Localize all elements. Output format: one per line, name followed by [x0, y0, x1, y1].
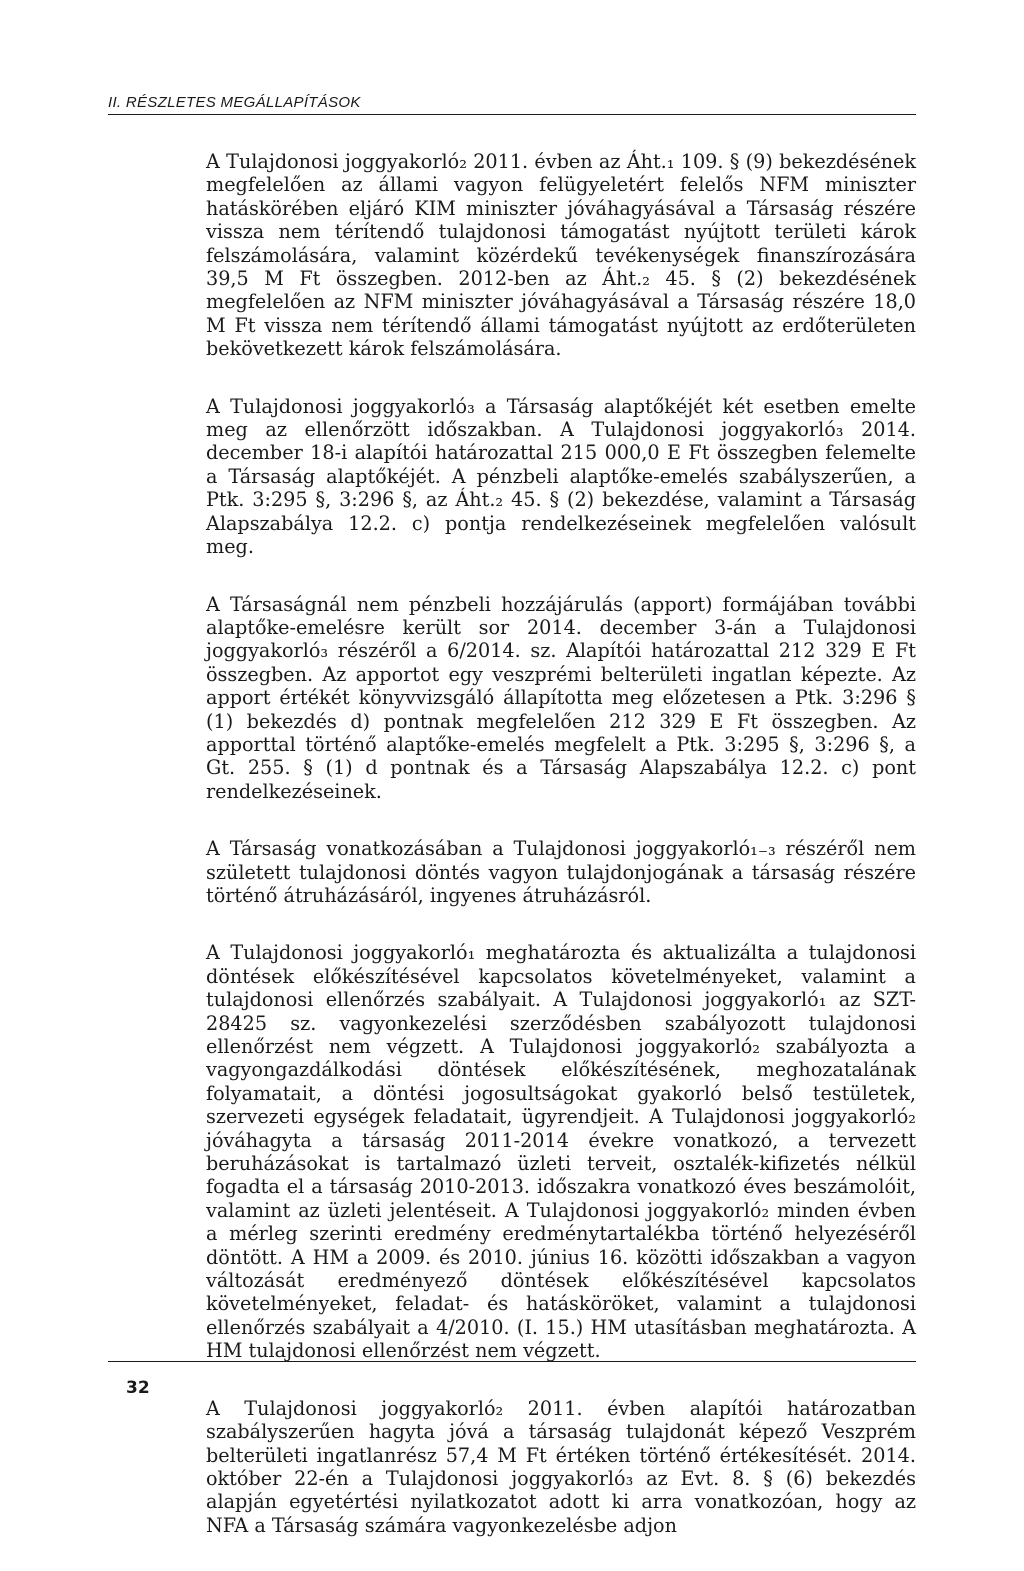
paragraph-state-subsidy: A Tulajdonosi joggyakorló₂ 2011. évben az Áht.₁ 109. § (9) bekezdésének megfelelően az állami vagyon felügyeletért felelős NFM miniszter hatáskörében eljáró KIM miniszter jóváhagyásával a Társaság részére vissza nem térítendő tulajdonosi támogatást nyújtott területi károk felszámolására, valamint közérdekű tevékenységek finanszírozására 39,5 M Ft összegben. 2012-ben az Áht.₂ 45. § (2) bekezdésének megfelelően az NFM miniszter jóváhagyásával a Társaság részére 18,0 M Ft vissza nem térítendő állami támogatást nyújtott az erdőterületen bekövetkezett károk felszámolására. [206, 150, 916, 361]
page-number: 32 [126, 1378, 150, 1398]
body-text [206, 150, 916, 1571]
running-header-title: II. RÉSZLETES MEGÁLLAPÍTÁSOK [108, 94, 361, 111]
paragraph-ownership-transfer: A Társaság vonatkozásában a Tulajdonosi joggyakorló₁₋₃ részéről nem született tulajdonosi döntés vagyon tulajdonjogának a társaság részére történő átruházásáról, ingyenes átruházásról. [206, 837, 916, 907]
header-divider [108, 114, 916, 115]
page-header [108, 94, 916, 112]
paragraph-capital-increase: A Tulajdonosi joggyakorló₃ a Társaság alaptőkéjét két esetben emelte meg az ellenőrzött időszakban. A Tulajdonosi joggyakorló₃ 2014. december 18-i alapítói határozattal 215 000,0 E Ft összegben felemelte a Társaság alaptőkéjét. A pénzbeli alaptőke-emelés szabályszerűen, a Ptk. 3:295 §, 3:296 §, az Áht.₂ 45. § (2) bekezdése, valamint a Társaság Alapszabálya 12.2. c) pontja rendelkezéseinek megfelelően valósult meg. [206, 394, 916, 559]
paragraph-owner-control: A Tulajdonosi joggyakorló₁ meghatározta és aktualizálta a tulajdonosi döntések előkészítésével kapcsolatos követelményeket, valamint a tulajdonosi ellenőrzés szabályait. A Tulajdonosi joggyakorló₁ az SZT-28425 sz. vagyonkezelési szerződésben szabályozott tulajdonosi ellenőrzést nem végzett. A Tulajdonosi joggyakorló₂ szabályozta a vagyongazdálkodási döntések előkészítésének, meghozatalának folyamatait, a döntési jogosultságokat gyakorló belső testületek, szervezeti egységek feladatait, ügyrendjeit. A Tulajdonosi joggyakorló₂ jóváhagyta a társaság 2011-2014 évekre vonatkozó, a tervezett beruházásokat is tartalmazó üzleti terveit, osztalék-kifizetés nélkül fogadta el a társaság 2010-2013. időszakra vonatkozó éves beszámolóit, valamint az üzleti jelentéseit. A Tulajdonosi joggyakorló₂ minden évben a mérleg szerinti eredmény eredménytartalékba történő helyezéséről döntött. A HM a 2009. és 2010. június 16. közötti időszakban a vagyon változását eredményező döntések előkészítésével kapcsolatos követelményeket, feladat- és hatásköröket, valamint a tulajdonosi ellenőrzés szabályait a 4/2010. (I. 15.) HM utasításban meghatározta. A HM tulajdonosi ellenőrzést nem végzett. [206, 941, 916, 1363]
footer-divider [108, 1361, 916, 1362]
paragraph-property-sale: A Tulajdonosi joggyakorló₂ 2011. évben alapítói határozatban szabályszerűen hagyta jóvá a társaság tulajdonát képező Veszprém belterületi ingatlanrész 57,4 M Ft értéken történő értékesítését. 2014. október 22-én a Tulajdonosi joggyakorló₃ az Evt. 8. § (6) bekezdés alapján egyetértési nyilatkozatot adott ki arra vonatkozóan, hogy az NFA a Társaság számára vagyonkezelésbe adjon [206, 1396, 916, 1537]
paragraph-in-kind-contribution: A Társaságnál nem pénzbeli hozzájárulás (apport) formájában további alaptőke-emelésre került sor 2014. december 3-án a Tulajdonosi joggyakorló₃ részéről a 6/2014. sz. Alapítói határozattal 212 329 E Ft összegben. Az apportot egy veszprémi belterületi ingatlan képezte. Az apport értékét könyvvizsgáló állapította meg előzetesen a Ptk. 3:296 § (1) bekezdés d) pontnak megfelelően 212 329 E Ft összegben. Az apporttal történő alaptőke-emelés megfelelt a Ptk. 3:295 §, 3:296 §, a Gt. 255. § (1) d pontnak és a Társaság Alapszabálya 12.2. c) pont rendelkezéseinek. [206, 592, 916, 803]
